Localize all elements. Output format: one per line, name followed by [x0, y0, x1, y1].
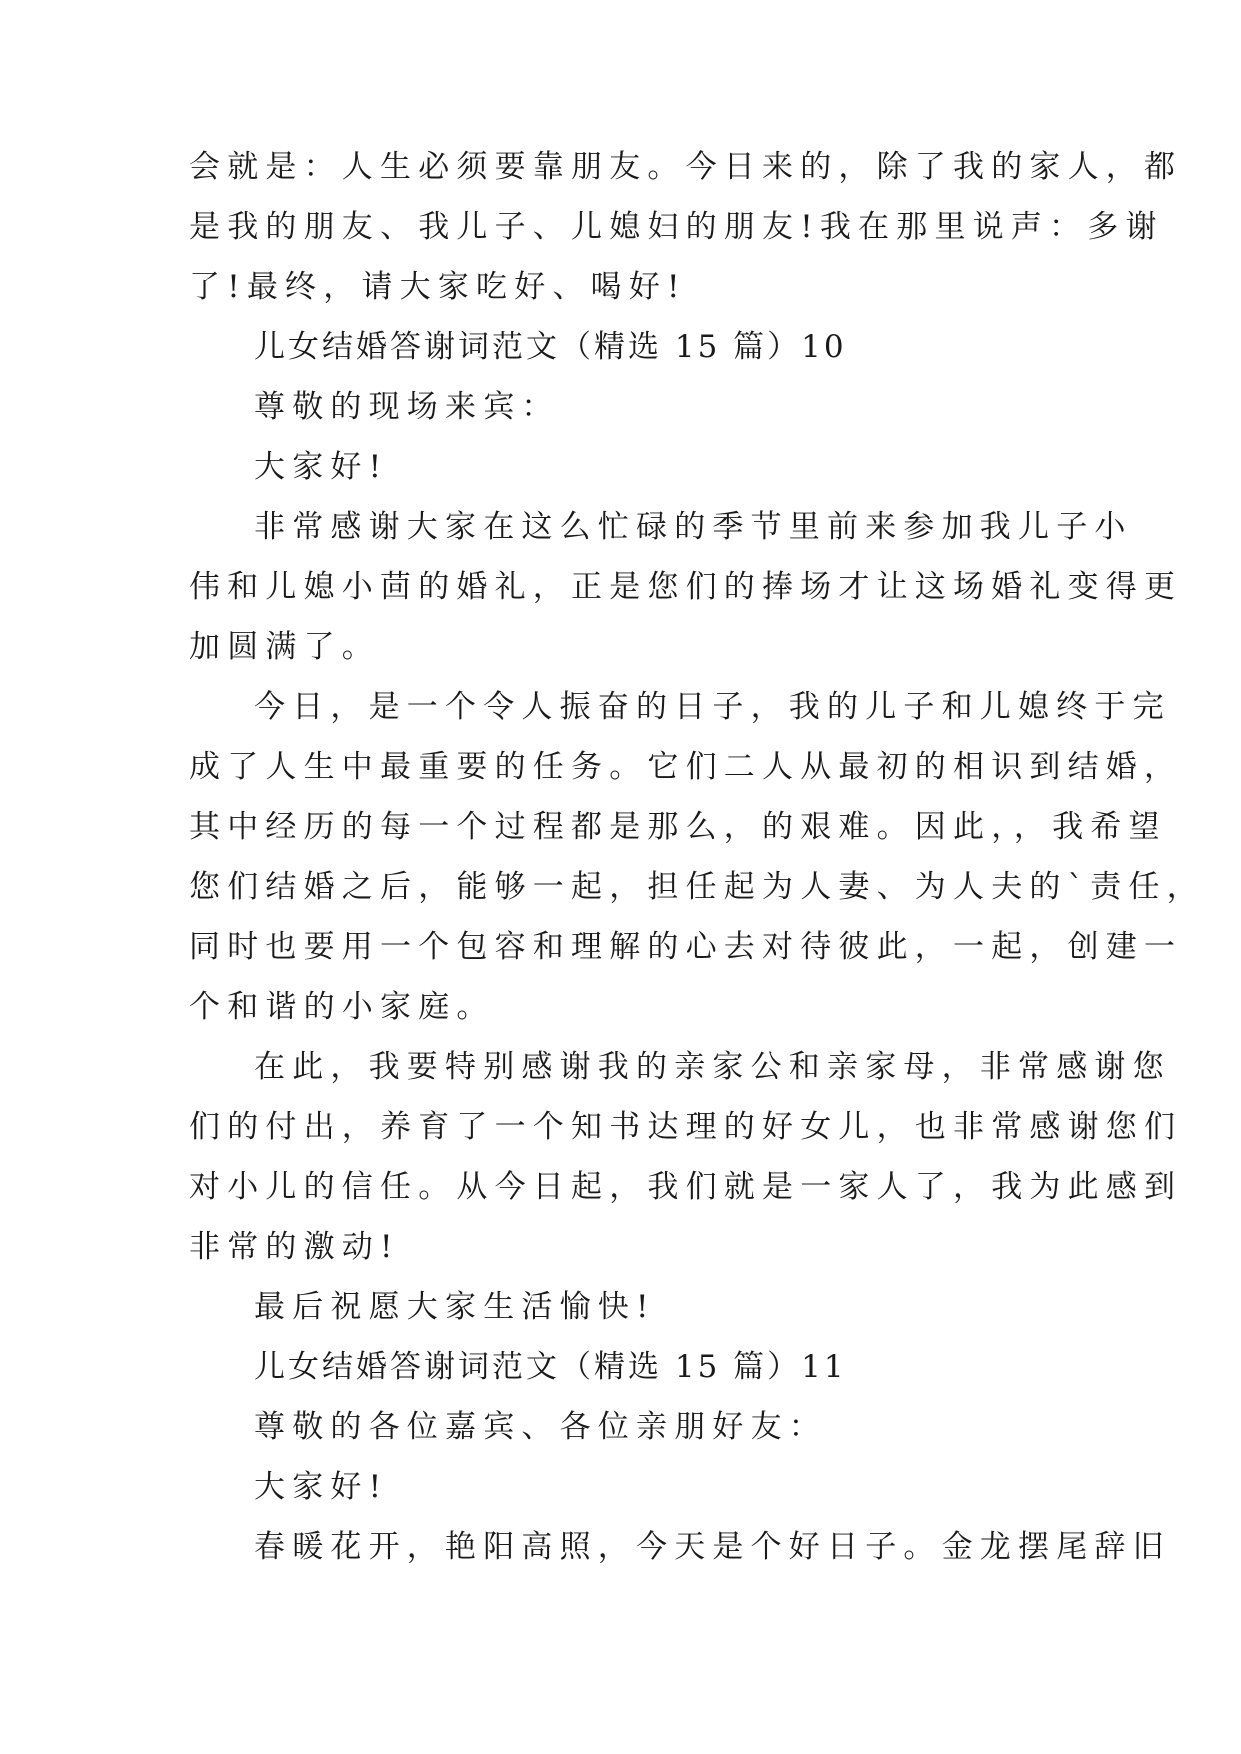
greeting-line: 大家好! — [254, 1469, 389, 1505]
paragraph-line: 个和谐的小家庭。 — [189, 989, 495, 1025]
paragraph-line: 今日，是一个令人振奋的日子，我的儿子和儿媳终于完 — [254, 689, 1171, 725]
paragraph-line: 春暖花开，艳阳高照，今天是个好日子。金龙摆尾辞旧 — [254, 1529, 1171, 1565]
paragraph-line: 非常感谢大家在这么忙碌的季节里前来参加我儿子小 — [254, 509, 1133, 545]
paragraph-line: 您们结婚之后，能够一起，担任起为人妻、为人夫的`责任， — [189, 869, 1205, 905]
paragraph-line: 同时也要用一个包容和理解的心去对待彼此，一起，创建一 — [189, 929, 1183, 965]
paragraph-line: 会就是：人生必须要靠朋友。今日来的，除了我的家人，都 — [189, 149, 1183, 185]
paragraph-line: 在此，我要特别感谢我的亲家公和亲家母，非常感谢您 — [254, 1049, 1171, 1085]
paragraph-line: 是我的朋友、我儿子、儿媳妇的朋友!我在那里说声：多谢 — [189, 209, 1164, 245]
section-heading: 儿女结婚答谢词范文（精选 15 篇）10 — [254, 329, 847, 365]
salutation-line: 尊敬的现场来宾： — [254, 389, 560, 425]
salutation-line: 尊敬的各位嘉宾、各位亲朋好友： — [254, 1409, 827, 1445]
paragraph-line: 加圆满了。 — [189, 629, 380, 665]
paragraph-line: 们的付出，养育了一个知书达理的好女儿，也非常感谢您们 — [189, 1109, 1183, 1145]
section-heading: 儿女结婚答谢词范文（精选 15 篇）11 — [254, 1349, 847, 1385]
paragraph-line: 非常的激动! — [189, 1229, 400, 1265]
paragraph-line: 对小儿的信任。从今日起，我们就是一家人了，我为此感到 — [189, 1169, 1183, 1205]
paragraph-line: 成了人生中最重要的任务。它们二人从最初的相识到结婚， — [189, 749, 1183, 785]
greeting-line: 大家好! — [254, 449, 389, 485]
paragraph-line: 伟和儿媳小茴的婚礼，正是您们的捧场才让这场婚礼变得更 — [189, 569, 1183, 605]
paragraph-line: 了!最终，请大家吃好、喝好! — [189, 269, 687, 305]
paragraph-line: 最后祝愿大家生活愉快! — [254, 1289, 656, 1325]
paragraph-line: 其中经历的每一个过程都是那么，的艰难。因此，，我希望 — [189, 809, 1167, 845]
